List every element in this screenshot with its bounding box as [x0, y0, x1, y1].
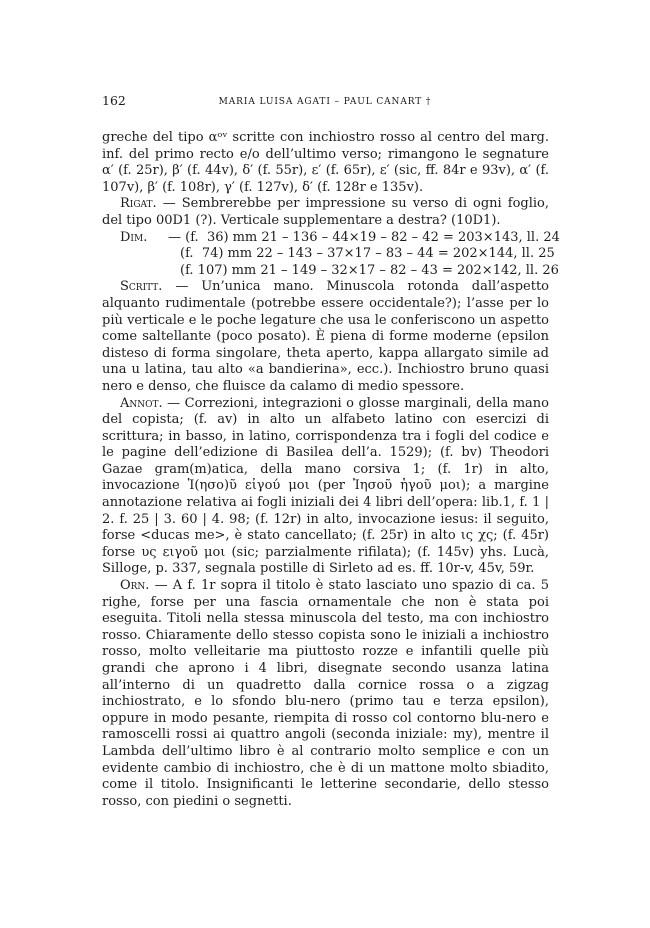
page-number: 162: [102, 93, 126, 108]
dim-row-value: mm 22 – 143 – 37×17 – 83 – 44 = 202×144, ll. 25: [227, 246, 555, 262]
dim-label: Dim.: [120, 229, 148, 245]
dim-row-lead: (f. 74): [180, 246, 224, 262]
rigat-text: — Sembrerebbe per impressione su verso di ogni foglio, del tipo 00D1 (?). Verticale supplementare a destra? (10D1).: [102, 196, 549, 228]
annot-paragraph: [102, 396, 549, 579]
dim-row-lead: (f. 107): [180, 262, 228, 278]
scritt-text: — Un’unica mano. Minuscola rotonda dall’aspetto alquanto rudimentale (potrebbe essere occidentale?); l’asse per lo più verticale e le poche legature che usa le conferiscono un aspetto come saltellante (poco posato). È piena di forme moderne (epsilon disteso di forma singolare, theta aperto, kappa allargato simile ad una u latina, tau alto «a bandierina», ecc.). Inchiostro bruno quasi nero e denso, che fluisce da calamo di medio spessore.: [102, 279, 549, 394]
annot-label: Annot.: [120, 395, 163, 411]
scritt-paragraph: [102, 279, 549, 395]
dim-row-lead: — (f. 36): [168, 229, 229, 245]
scritt-label: Scritt.: [120, 279, 163, 295]
dim-row-value: mm 21 – 149 – 32×17 – 82 – 43 = 202×142, ll. 26: [231, 262, 559, 278]
running-head: MARIA LUISA AGATI – PAUL CANART †: [218, 97, 432, 107]
rigat-label: Rigat.: [120, 196, 157, 212]
orn-paragraph: [102, 578, 549, 810]
page-header: [102, 93, 548, 109]
orn-text: — A f. 1r sopra il titolo è stato lasciato uno spazio di ca. 5 righe, forse per una fascia ornamentale che non è stata poi eseguita. Titoli nella stessa minuscola del testo, ma con inchiostro rosso. Chiaramente dello stesso copista sono le iniziali a inchiostro rosso, molto velleitarie ma piuttosto rozze e infantili quelle più grandi che aprono i 4 libri, disegnate secondo usanza latina all’interno di un quadretto dalla cornice rossa o a zigzag inchiostrato, e lo sfondo blu-nero (primo tau e terza epsilon), oppure in modo pesante, riempita di rosso col contorno blu-nero e ramoscelli rossi ai quattro angoli (seconda iniziale: my), mentre il Lambda dell’ultimo libro è al contrario molto semplice e con un evidente cambio di inchiostro, che è di un mattone molto sbiadito, come il titolo. Insignificanti le letterine secondarie, dello stesso rosso, con piedini o segnetti.: [102, 578, 549, 809]
dim-row: [102, 246, 555, 263]
intro-paragraph: greche del tipo αᵒᵛ scritte con inchiostro rosso al centro del marg. inf. del primo recto e/o dell’ultimo verso; rimangono le segnature α′ (f. 25r), β′ (f. 44v), δ′ (f. 55r), ε′ (f. 65r), ε′ (sic, ff. 84r e 93v), α′ (f. 107v), β′ (f. 108r), γ′ (f. 127v), δ′ (f. 128r e 135v).: [102, 130, 549, 195]
dim-row-value: mm 21 – 136 – 44×19 – 82 – 42 = 203×143, ll. 24: [232, 229, 560, 245]
dim-row: [102, 229, 560, 247]
orn-label: Orn.: [120, 578, 150, 594]
body-text: [102, 130, 560, 810]
rigat-paragraph: [102, 196, 549, 229]
dim-row: [102, 262, 559, 280]
dimensions-block: [102, 229, 560, 280]
annot-text: — Correzioni, integrazioni o glosse marginali, della mano del copista; (f. av) in alto un alfabeto latino con esercizi di scrittura; in basso, in latino, corrispondenza tra i fogli del codice e le pagine dell’edizione di Basilea dell’a. 1529); (f. bv) Theodori Gazae gram(m)atica, della mano corsiva 1; (f. 1r) in alto, invocazione Ἰ(ησο)ῦ εἰγού μοι (per Ἰησοῦ ἡγοῦ μοι); a margine annotazione relativa ai fogli iniziali dei 4 libri dell’opera: lib.1, f. 1 | 2. f. 25 | 3. 60 | 4. 98; (f. 12r) in alto, invocazione iesus: il seguito, forse <ducas me>, è stato cancellato; (f. 25r) in alto ις χς; (f. 45r) forse υς ειγοῦ μοι (sic; parzialmente rifilata); (f. 145v) yhs. Lucà, Silloge, p. 337, segnala postille di Sirleto ad es. ff. 10r-v, 45v, 59r.: [102, 395, 549, 577]
